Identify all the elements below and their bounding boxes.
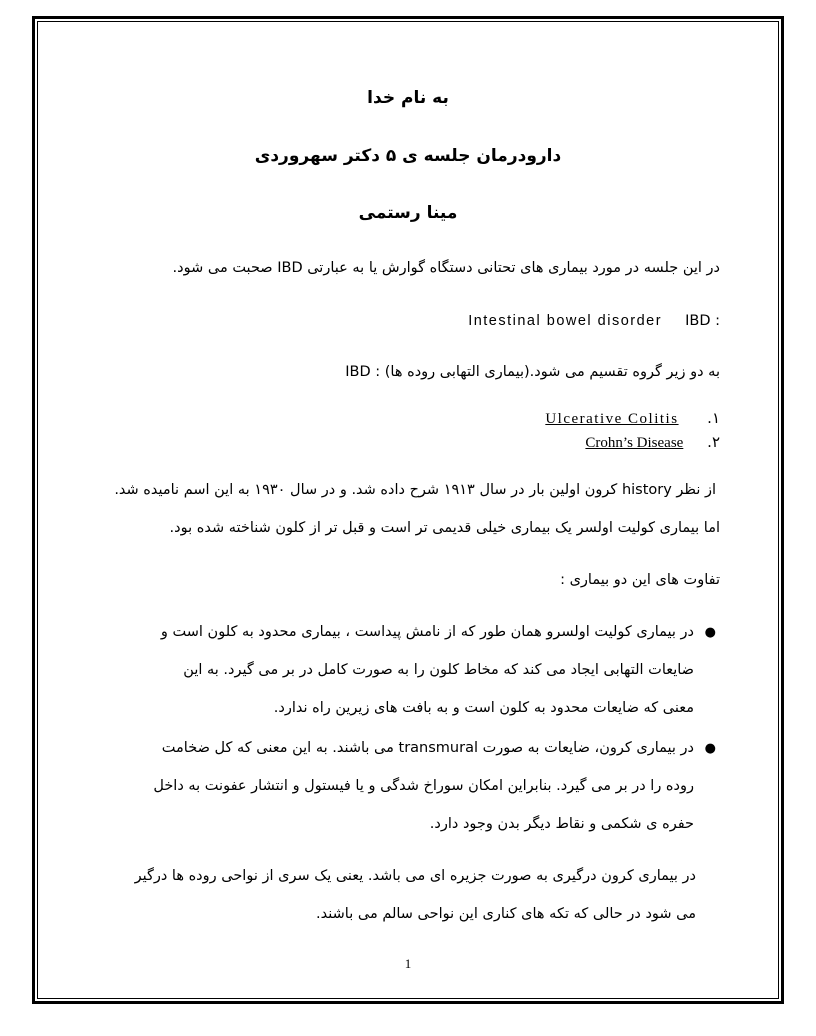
history-line-1: از نظر history کرون اولین بار در سال ۱۹۱۳ شرح داده شد. و در سال ۱۹۳۰ به این اسم نامیده شد. <box>114 482 716 498</box>
history-line-2: اما بیماری کولیت اولسر یک بیماری خیلی قدیمی تر است و قبل تر از کلون شناخته شده بود. <box>169 520 720 536</box>
ibd-definition-text: Intestinal bowel disorder <box>468 313 663 329</box>
differences-heading: تفاوت های این دو بیماری : <box>560 572 720 588</box>
closing-line: در بیماری کرون درگیری به صورت جزیره ای می باشد. یعنی یک سری از نواحی روده ها درگیر <box>134 868 696 884</box>
bullet-2-line: حفره ی شکمی و نقاط دیگر بدن وجود دارد. <box>429 816 694 832</box>
list-item <box>220 432 720 453</box>
list-item-number: .۱ <box>707 409 720 427</box>
bullet-marker: ● <box>704 625 716 640</box>
bullet-1-line: در بیماری کولیت اولسرو همان طور که از نامش پیداست ، بیماری محدود به کلون است و <box>160 624 694 640</box>
intro-paragraph: در این جلسه در مورد بیماری های تحتانی دستگاه گوارش یا به عبارتی IBD صحبت می شود. <box>172 260 720 276</box>
title-basmala: به نام خدا <box>367 88 449 108</box>
bullet-1-line: معنی که ضایعات محدود به کلون است و به بافت های زیرین راه ندارد. <box>273 700 694 716</box>
list-item-number: .۲ <box>707 433 720 451</box>
bullet-2-line: روده را در بر می گیرد. بنابراین امکان سوراخ شدگی و یا فیستول و انتشار عفونت به داخل <box>153 778 694 794</box>
bullet-marker: ● <box>704 741 716 756</box>
list-item-text: Ulcerative Colitis <box>545 411 679 427</box>
closing-line: می شود در حالی که تکه های کناری این نواحی سالم می باشند. <box>316 906 696 922</box>
title-author: مینا رستمی <box>358 203 458 223</box>
bullet-2-line: در بیماری کرون، ضایعات به صورت transmural می باشند. به این معنی که کل ضخامت <box>161 740 694 756</box>
ibd-definition-label: IBD : <box>685 313 720 329</box>
ibd-definition <box>80 311 720 331</box>
bullet-1-line: ضایعات التهابی ایجاد می کند که مخاط کلون را به صورت کامل در بر می گیرد. به این <box>183 662 694 678</box>
ibd-subgroups-paragraph: IBD : به دو زیر گروه تقسیم می شود.(بیماری التهابی روده ها) <box>345 364 720 380</box>
list-item-text: Crohn’s Disease <box>585 435 684 451</box>
title-course: دارودرمان جلسه ی ۵ دکتر سهروردی <box>254 146 562 166</box>
page-border-inner <box>37 21 779 999</box>
page-number: 1 <box>404 956 412 971</box>
list-item <box>220 408 720 429</box>
